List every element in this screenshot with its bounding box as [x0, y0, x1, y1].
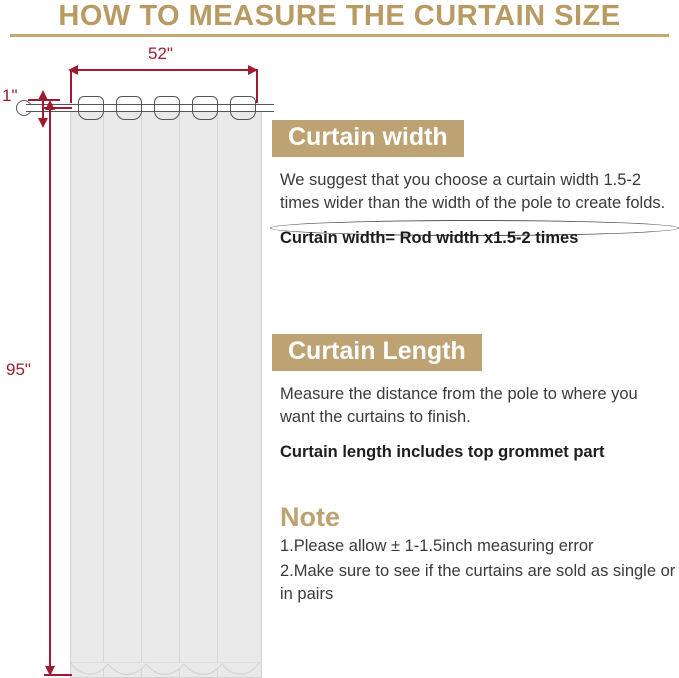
- curtain-panel: [70, 106, 262, 678]
- length-dimension-label: 95": [6, 360, 31, 379]
- section-note: [272, 502, 678, 606]
- curtain-width-formula: Curtain width= Rod width x1.5-2 times: [280, 228, 579, 247]
- note-line-1: 1.Please allow ± 1-1.5inch measuring error: [280, 537, 594, 555]
- page-title: HOW TO MEASURE THE CURTAIN SIZE: [58, 0, 621, 32]
- curtain-length-body: Measure the distance from the pole to where you want the curtains to finish.: [280, 385, 638, 427]
- grommet-tick-top: [28, 99, 60, 101]
- title-divider: [10, 34, 669, 37]
- section-curtain-length: [272, 334, 679, 462]
- curtain-hem: [70, 662, 260, 678]
- curtain-length-heading: Curtain Length: [272, 334, 482, 371]
- width-tick-right: [256, 69, 258, 103]
- length-tick-top: [44, 107, 72, 109]
- grommet: [192, 96, 218, 120]
- length-dimension-line: [49, 108, 51, 674]
- grommet: [230, 96, 256, 120]
- note-heading: Note: [280, 502, 340, 532]
- grommet: [154, 96, 180, 120]
- width-dimension-line: [76, 69, 250, 71]
- curtain-diagram: [0, 38, 300, 677]
- grommet-arrow-down: [38, 118, 48, 128]
- note-line-2: 2.Make sure to see if the curtains are sold as single or in pairs: [280, 562, 676, 604]
- width-dimension-label: 52": [148, 44, 173, 63]
- grommet-dimension-label: 1": [2, 86, 18, 105]
- curtain-width-body: We suggest that you choose a curtain width 1.5-2 times wider than the width of the pole to create folds.: [280, 171, 666, 213]
- section-curtain-width: [272, 120, 679, 248]
- grommet: [116, 96, 142, 120]
- curtain-length-formula: Curtain length includes top grommet part: [280, 442, 605, 461]
- width-tick-left: [70, 69, 72, 103]
- length-tick-bottom: [44, 674, 72, 676]
- curtain-width-heading: Curtain width: [272, 120, 464, 157]
- grommet: [78, 96, 104, 120]
